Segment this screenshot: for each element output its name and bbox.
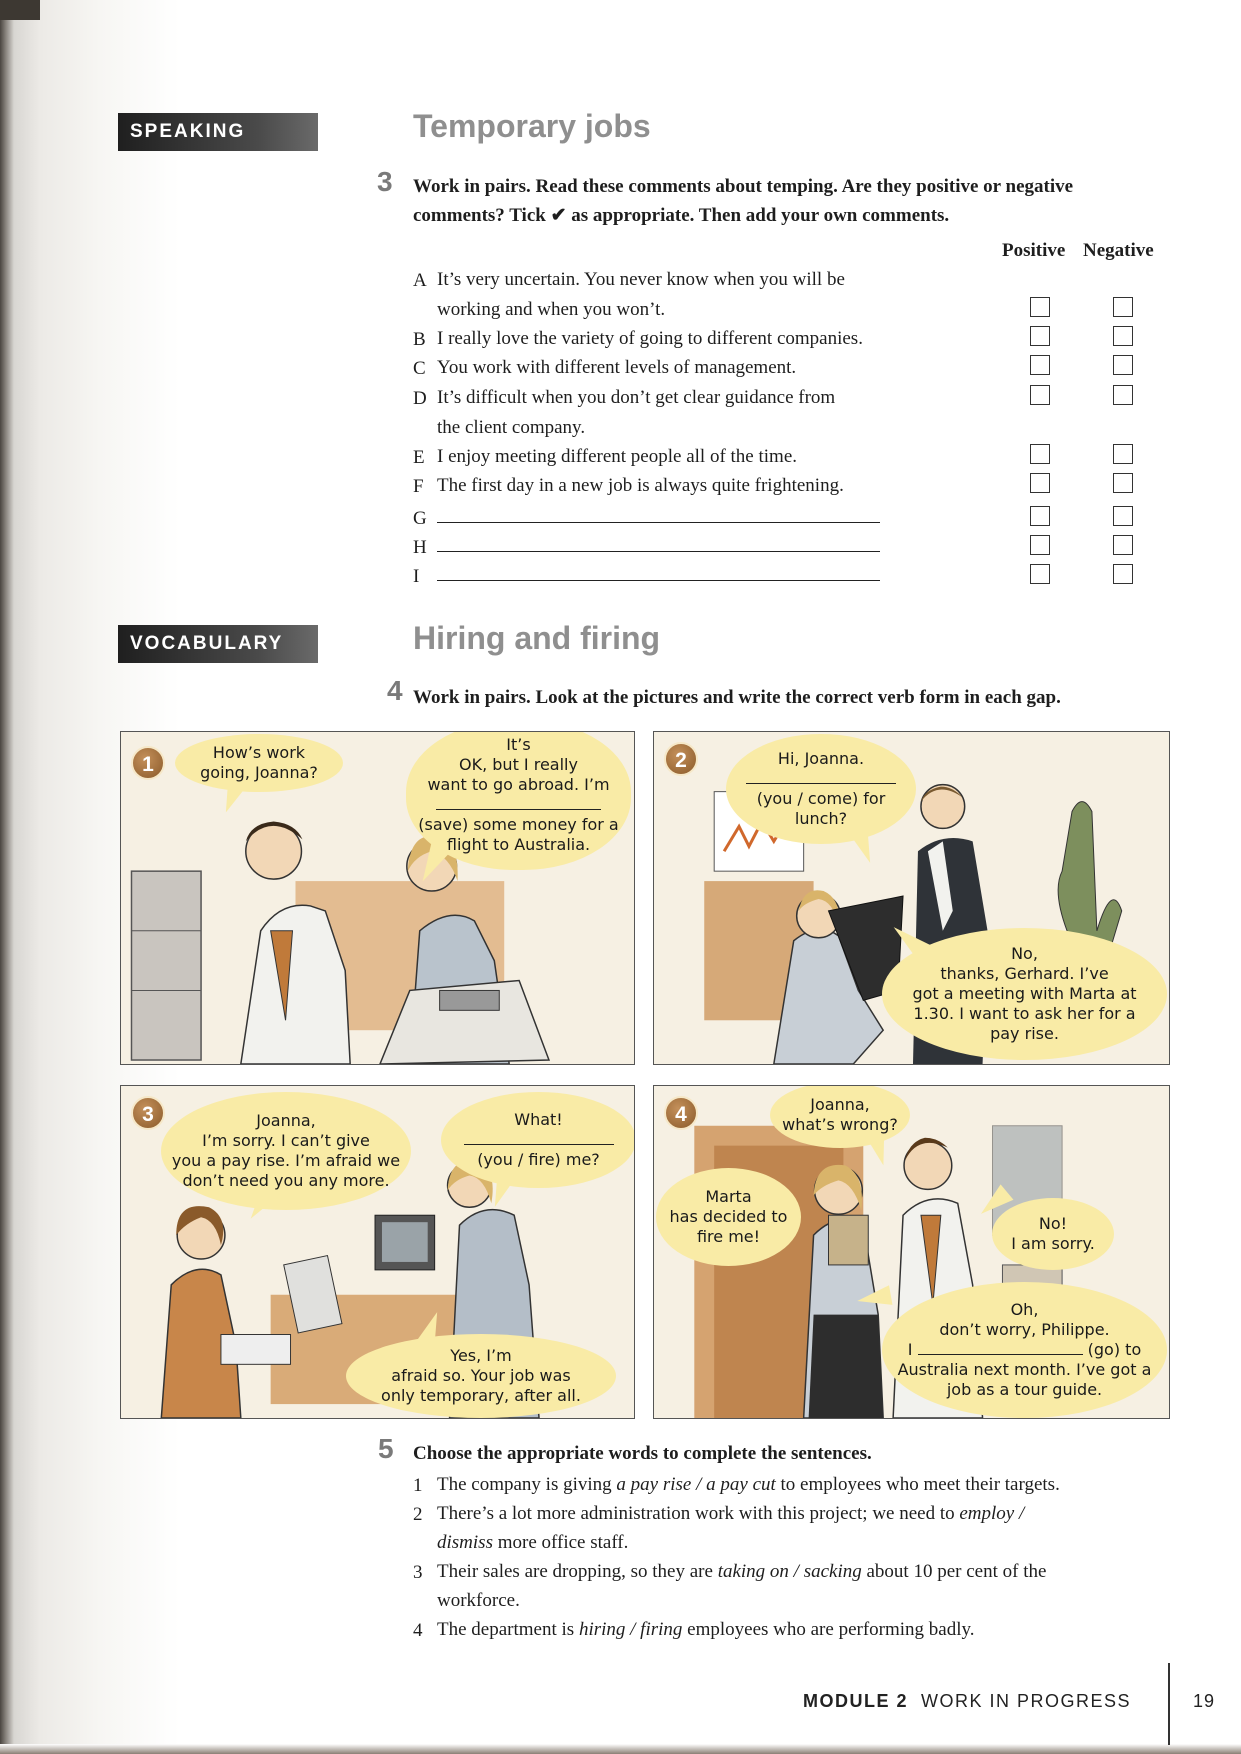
word-choice[interactable]: a pay rise / a pay cut (616, 1474, 776, 1495)
bubble-text: afraid so. Your job was (391, 1366, 571, 1385)
answer-gap[interactable] (464, 1131, 614, 1145)
footer-divider (1168, 1663, 1170, 1745)
checkbox-h-negative[interactable] (1113, 535, 1133, 555)
word-choice[interactable]: hiring / firing (578, 1619, 683, 1640)
item-text: I really love the variety of going to different companies. (437, 328, 863, 349)
bubble-text: thanks, Gerhard. I’ve (940, 964, 1109, 983)
item-text: It’s difficult when you don’t get clear guidance from (437, 387, 836, 408)
sentence-text: workforce. (437, 1590, 520, 1611)
bubble-text: It’s (506, 735, 531, 754)
checkbox-i-negative[interactable] (1113, 564, 1133, 584)
bubble-text: has decided to (669, 1207, 788, 1226)
bubble-text: Australia next month. I’ve got a (897, 1360, 1152, 1379)
bubble-text: (save) some money for a (418, 815, 619, 834)
checkbox-i-positive[interactable] (1030, 564, 1050, 584)
answer-gap[interactable] (746, 770, 896, 784)
checkbox-d-positive[interactable] (1030, 385, 1050, 405)
sentence-number: 1 (413, 1475, 423, 1496)
checkbox-f-negative[interactable] (1113, 473, 1133, 493)
item-text: You work with different levels of management. (437, 357, 797, 378)
vocabulary-label: VOCABULARY (118, 625, 318, 663)
speech-bubble (406, 731, 631, 870)
bubble-text: (you / come) for (756, 789, 886, 808)
item-letter: C (413, 358, 426, 379)
footer-module (803, 1691, 1131, 1712)
sentence-text (437, 1499, 1024, 1528)
sentence-part: to employees who meet their targets. (775, 1474, 1060, 1495)
item-text: the client company. (437, 417, 586, 438)
exercise-5-number: 5 (378, 1433, 394, 1464)
bubble-text: don’t worry, Philippe. (939, 1320, 1110, 1339)
speech-bubble (992, 1198, 1114, 1270)
bubble-text: Oh, (1010, 1300, 1039, 1319)
item-letter: F (413, 476, 424, 497)
bubble-text: don’t need you any more. (182, 1171, 390, 1190)
item-text: It’s very uncertain. You never know when you will be (437, 269, 845, 290)
page-number: 19 (1193, 1691, 1216, 1711)
panel-number-badge: 2 (664, 742, 698, 776)
bubble-text: How’s work (212, 743, 306, 762)
checkbox-g-negative[interactable] (1113, 506, 1133, 526)
panel-number-badge: 3 (131, 1096, 165, 1130)
exercise-3-instruction-line-2: comments? Tick ✔ as appropriate. Then add your own comments. (413, 205, 950, 226)
checkbox-b-negative[interactable] (1113, 326, 1133, 346)
speech-bubble (882, 928, 1167, 1060)
speech-bubble (726, 734, 916, 844)
item-text: working and when you won’t. (437, 299, 666, 320)
speech-bubble (882, 1282, 1167, 1418)
item-letter: I (413, 566, 420, 587)
answer-gap[interactable] (918, 1341, 1083, 1355)
sentence-part: employees who are performing badly. (682, 1619, 975, 1640)
item-letter: H (413, 537, 427, 558)
bubble-text: (go) to (1087, 1340, 1142, 1359)
panel-number-badge: 1 (131, 746, 165, 780)
bubble-text: I (907, 1340, 913, 1359)
item-letter: D (413, 388, 427, 409)
speech-bubble (770, 1085, 910, 1148)
sentence-part: Their sales are dropping, so they are (437, 1561, 718, 1582)
exercise-4-number: 4 (387, 675, 403, 706)
bubble-text: Joanna, (810, 1095, 870, 1114)
bubble-text: Joanna, (256, 1111, 316, 1130)
exercise-3-instruction-line-1: Work in pairs. Read these comments about temping. Are they positive or negative (413, 176, 1074, 197)
sentence-text (437, 1615, 975, 1644)
comic-panel-4 (653, 1085, 1170, 1419)
item-text: The first day in a new job is always quite frightening. (437, 475, 844, 496)
sentence-part: There’s a lot more administration work with this project; we need to (437, 1503, 960, 1524)
sentence-part: The company is giving (437, 1474, 617, 1495)
bubble-text: you a pay rise. I’m afraid we (171, 1151, 401, 1170)
bubble-text: fire me! (696, 1227, 761, 1246)
checkbox-a-positive[interactable] (1030, 297, 1050, 317)
item-letter: A (413, 270, 427, 291)
speech-bubble (346, 1334, 616, 1418)
checkbox-h-positive[interactable] (1030, 535, 1050, 555)
sentence-number: 4 (413, 1620, 423, 1641)
bubble-text: want to go abroad. I’m (427, 775, 610, 794)
speech-bubble (441, 1092, 635, 1188)
checkbox-a-negative[interactable] (1113, 297, 1133, 317)
checkbox-d-negative[interactable] (1113, 385, 1133, 405)
bubble-text: OK, but I really (459, 755, 578, 774)
checkbox-g-positive[interactable] (1030, 506, 1050, 526)
bubble-text: 1.30. I want to ask her for a (913, 1004, 1136, 1023)
sentence-part: more office staff. (492, 1532, 629, 1553)
exercise-4-instruction: Work in pairs. Look at the pictures and write the correct verb form in each gap. (413, 687, 1061, 708)
checkbox-c-positive[interactable] (1030, 355, 1050, 375)
speaking-label: SPEAKING (118, 113, 318, 151)
comic-panel-2 (653, 731, 1170, 1065)
speaking-title: Temporary jobs (413, 108, 651, 144)
item-letter: B (413, 329, 426, 350)
checkbox-f-positive[interactable] (1030, 473, 1050, 493)
sentence-text (437, 1557, 1046, 1586)
item-text: I enjoy meeting different people all of the time. (437, 446, 797, 467)
sentence-part: The department is (437, 1619, 579, 1640)
checkbox-c-negative[interactable] (1113, 355, 1133, 375)
panel-number-badge: 4 (664, 1096, 698, 1130)
column-header-negative: Negative (1083, 240, 1154, 261)
bubble-text: What! (514, 1110, 563, 1129)
sentence-text (437, 1470, 1060, 1499)
write-line-h[interactable] (437, 551, 880, 552)
bubble-text: pay rise. (990, 1024, 1059, 1043)
write-line-i[interactable] (437, 580, 880, 581)
module-title: WORK IN PROGRESS (921, 1691, 1132, 1711)
bubble-text: what’s wrong? (782, 1115, 898, 1134)
answer-gap[interactable] (436, 796, 601, 810)
vocabulary-title: Hiring and firing (413, 620, 661, 656)
column-header-positive: Positive (1002, 240, 1066, 261)
word-choice[interactable]: employ / (959, 1503, 1025, 1524)
comic-panel-3 (120, 1085, 635, 1419)
checkbox-e-positive[interactable] (1030, 444, 1050, 464)
bubble-text: going, Joanna? (200, 763, 318, 782)
bubble-text: I’m sorry. I can’t give (202, 1131, 370, 1150)
bubble-text: No, (1011, 944, 1038, 963)
bubble-text: flight to Australia. (446, 835, 591, 854)
page-bottom-edge (0, 1744, 1241, 1754)
write-line-g[interactable] (437, 522, 880, 523)
page-corner-shadow (0, 0, 40, 20)
checkbox-b-positive[interactable] (1030, 326, 1050, 346)
exercise-3-number: 3 (377, 166, 393, 197)
bubble-text: job as a tour guide. (946, 1380, 1103, 1399)
bubble-text: (you / fire) me? (477, 1150, 600, 1169)
word-choice[interactable]: dismiss (437, 1532, 493, 1553)
bubble-text: lunch? (794, 809, 848, 828)
sentence-part: about 10 per cent of the (861, 1561, 1047, 1582)
bubble-text: I am sorry. (1011, 1234, 1095, 1253)
module-number: MODULE 2 (803, 1691, 909, 1711)
bubble-text: Yes, I’m (450, 1346, 512, 1365)
sentence-number: 2 (413, 1504, 423, 1525)
checkbox-e-negative[interactable] (1113, 444, 1133, 464)
comic-panel-1 (120, 731, 635, 1065)
speech-bubble (175, 734, 343, 792)
speech-bubble (656, 1168, 801, 1266)
bubble-text: No! (1038, 1214, 1068, 1233)
speech-bubble (161, 1092, 411, 1210)
sentence-number: 3 (413, 1562, 423, 1583)
exercise-5-instruction: Choose the appropriate words to complete the sentences. (413, 1443, 872, 1464)
bubble-text: got a meeting with Marta at (912, 984, 1137, 1003)
word-choice[interactable]: taking on / sacking (717, 1561, 862, 1582)
item-letter: E (413, 447, 425, 468)
bubble-text: Hi, Joanna. (777, 749, 865, 768)
bubble-text: only temporary, after all. (381, 1386, 581, 1405)
item-letter: G (413, 508, 427, 529)
sentence-text (437, 1528, 628, 1557)
bubble-text: Marta (705, 1187, 752, 1206)
